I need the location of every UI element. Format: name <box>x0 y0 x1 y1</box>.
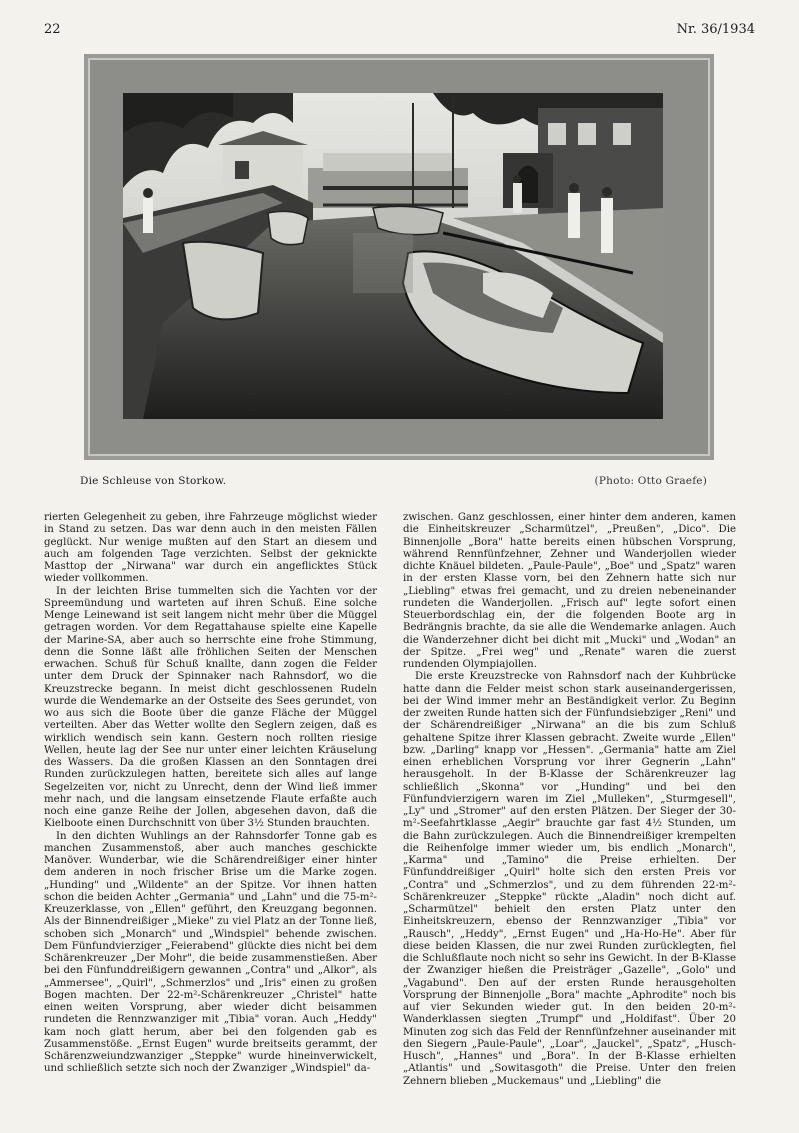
paragraph: rierten Gelegenheit zu geben, ihre Fahrzeuge möglichst wieder in Stand zu setzen. Das war denn auch in den meisten Fällen geglückt. Nur wenige mußten auf den Start an diesem und auch am folgenden Tage verzichten. Selbst der geknickte Masttop der „Nirwana" war durch ein angeflicktes Stück wieder vollkommen. <box>44 512 377 585</box>
photo-caption: Die Schleuse von Storkow. <box>80 475 227 487</box>
paragraph: In den dichten Wuhlings an der Rahnsdorfer Tonne gab es manchen Zusammenstoß, aber auch manches geschickte Manöver. Wunderbar, wie die Schärendreißiger einer hinter dem anderen in noch frischer Brise um die Marke zogen. „Hunding" und „Wildente" an der Spitze. Vor ihnen hatten schon die beiden Achter „Germania" und „Lahn" und die 75-m²-Kreuzerklasse, von „Ellen" geführt, den Kreuzgang begonnen. Als der Binnendreißiger „Mieke" zu viel Platz an der Tonne ließ, schoben sich „Monarch" und „Windspiel" behende zwischen. Dem Fünfundvierziger „Feierabend" glückte dies nicht bei dem Schärenkreuzer „Der Mohr", die beide zusammenstießen. Aber bei den Fünfunddreißigern gewannen „Contra" und „Alkor", als „Ammersee", „Quirl", „Schmerzlos" und „Iris" einen zu großen Bogen machten. Der 22-m²-Schärenkreuzer „Christel" hatte einen weiten Vorsprung, aber wieder dicht beisammen rundeten die Rennzwanziger mit „Tibia" voran. Auch „Heddy" kam noch glatt herum, aber bei den folgenden gab es Zusammenstöße. „Ernst Eugen" wurde breitseits gerammt, der Schärenzweiundzwanziger „Steppke" wurde hineinverwickelt, und schließlich setzte sich noch der Zwanziger „Windspiel" da- <box>44 830 377 1075</box>
article-column-left <box>44 512 377 1076</box>
paragraph: In der leichten Brise tummelten sich die Yachten vor der Spreemündung und warteten auf ihren Schuß. Eine solche Menge Leinewand ist seit langem nicht mehr über die Müggel getragen worden. Vor dem Regattahause spielte eine Kapelle der Marine-SA, aber auch so herrschte eine frohe Stimmung, denn die Sonne läßt alle fröhlichen Seiten der Menschen erwachen. Schuß für Schuß knallte, dann zogen die Felder unter dem Druck der Spinnaker nach Rahnsdorf, wo die Kreuzstrecke begann. In meist dicht geschlossenen Rudeln wurde die Wendemarke an der Ostseite des Sees gerundet, von wo aus sich die Boote über die ganze Fläche der Müggel verteilten. Aber das Wetter wollte den Seglern zeigen, daß es wirklich wendisch sein kann. Gestern noch rollten riesige Wellen, heute lag der See nur unter einer leichten Kräuselung des Wassers. Da die großen Klassen an den Sonntagen drei Runden zurückzulegen hatten, bereitete sich alles auf lange Segelzeiten vor, nicht zu Unrecht, denn der Wind ließ immer mehr nach, und die langsam einsetzende Flaute erfaßte auch noch eine ganze Reihe der Jollen, abgesehen davon, daß die Kielboote einen Durchschnitt von über 3½ Stunden brauchten. <box>44 585 377 830</box>
issue-number: Nr. 36/1934 <box>676 22 755 37</box>
paragraph: Die erste Kreuzstrecke von Rahnsdorf nach der Kuhbrücke hatte dann die Felder meist schon stark auseinandergerissen, bei der Wind immer mehr an Beständigkeit verlor. Zu Beginn der zweiten Runde hatten sich der Fünfundsiebziger „Reni" und der Schärendreißiger „Nirwana" an die bis zum Schluß gehaltene Spitze ihrer Klassen gebracht. Zweite wurde „Ellen" bzw. „Darling" knapp vor „Hessen". „Germania" hatte am Ziel einen erheblichen Vorsprung vor ihrer Gegnerin „Lahn" herausgeholt. In der B-Klasse der Schärenkreuzer lag schließlich „Skonna" vor „Hunding" und bei den Fünfundvierzigern waren im Ziel „Mulleken", „Sturmgesell", „Ly" und „Stromer" auf den ersten Plätzen. Der Sieger der 30-m²-Seefahrtklasse „Aegir" brauchte gar fast 4½ Stunden, um die Bahn zurückzulegen. Auch die Binnendreißiger krempelten die Reihenfolge immer wieder um, bis endlich „Monarch", „Karma" und „Tamino" die Preise erhielten. Der Fünfunddreißiger „Quirl" holte sich den ersten Preis vor „Contra" und „Schmerzlos", und zu dem führenden 22-m²-Schärenkreuzer „Steppke" rückte „Aladin" noch dicht auf. „Scharmützel" behielt den ersten Platz unter den Einheitskreuzern, ebenso der Rennzwanziger „Tibia" vor „Rausch", „Heddy", „Ernst Eugen" und „Ha-Ho-He". Aber für diese beiden Klassen, die nur zwei Runden zurücklegten, fiel die Schlußflaute noch nicht so sehr ins Gewicht. In der B-Klasse der Zwanziger hießen die Preisträger „Gazelle", „Golo" und „Vagabund". Den auf der ersten Runde herausgeholten Vorsprung der Binnenjolle „Bora" machte „Aphrodite" noch bis auf vier Sekunden wieder gut. In den beiden 20-m²-Wanderklassen siegten „Trumpf" und „Holdifast". Über 20 Minuten zog sich das Feld der Rennfünfzehner auseinander mit den Siegern „Paule-Paule", „Loar", „Jauckel", „Spatz", „Husch-Husch", „Hannes" und „Bora". In der B-Klasse erhielten „Atlantis" und „Sowitasgoth" die Preise. Unter den freien Zehnern blieben „Muckemaus" und „Liebling" die <box>403 671 736 1087</box>
page-number: 22 <box>44 22 61 37</box>
article-column-right <box>403 512 736 1088</box>
photo-frame <box>84 54 714 460</box>
lock-photograph <box>123 93 663 419</box>
paragraph: zwischen. Ganz geschlossen, einer hinter dem anderen, kamen die Einheitskreuzer „Scharmützel", „Preußen", „Dico". Die Binnenjolle „Bora" hatte bereits einen hübschen Vorsprung, während Rennfünfzehner, Zehner und Wanderjollen wieder dichte Knäuel bildeten. „Paule-Paule", „Boe" und „Spatz" waren in der ersten Klasse vorn, bei den Zehnern hatte sich nur „Liebling" etwas frei gemacht, und zu dreien nebeneinander rundeten die Wanderjollen. „Frisch auf" legte sofort einen Steuerbordschlag ein, der die folgenden Boote arg in Bedrängnis brachte, da sie alle die Wendemarke anlagen. Auch die Wanderzehner dicht bei dicht mit „Mucki" und „Wodan" an der Spitze. „Frei weg" und „Renate" waren die zuerst rundenden Olympiajollen. <box>403 512 736 670</box>
photo-credit: (Photo: Otto Graefe) <box>594 475 707 487</box>
